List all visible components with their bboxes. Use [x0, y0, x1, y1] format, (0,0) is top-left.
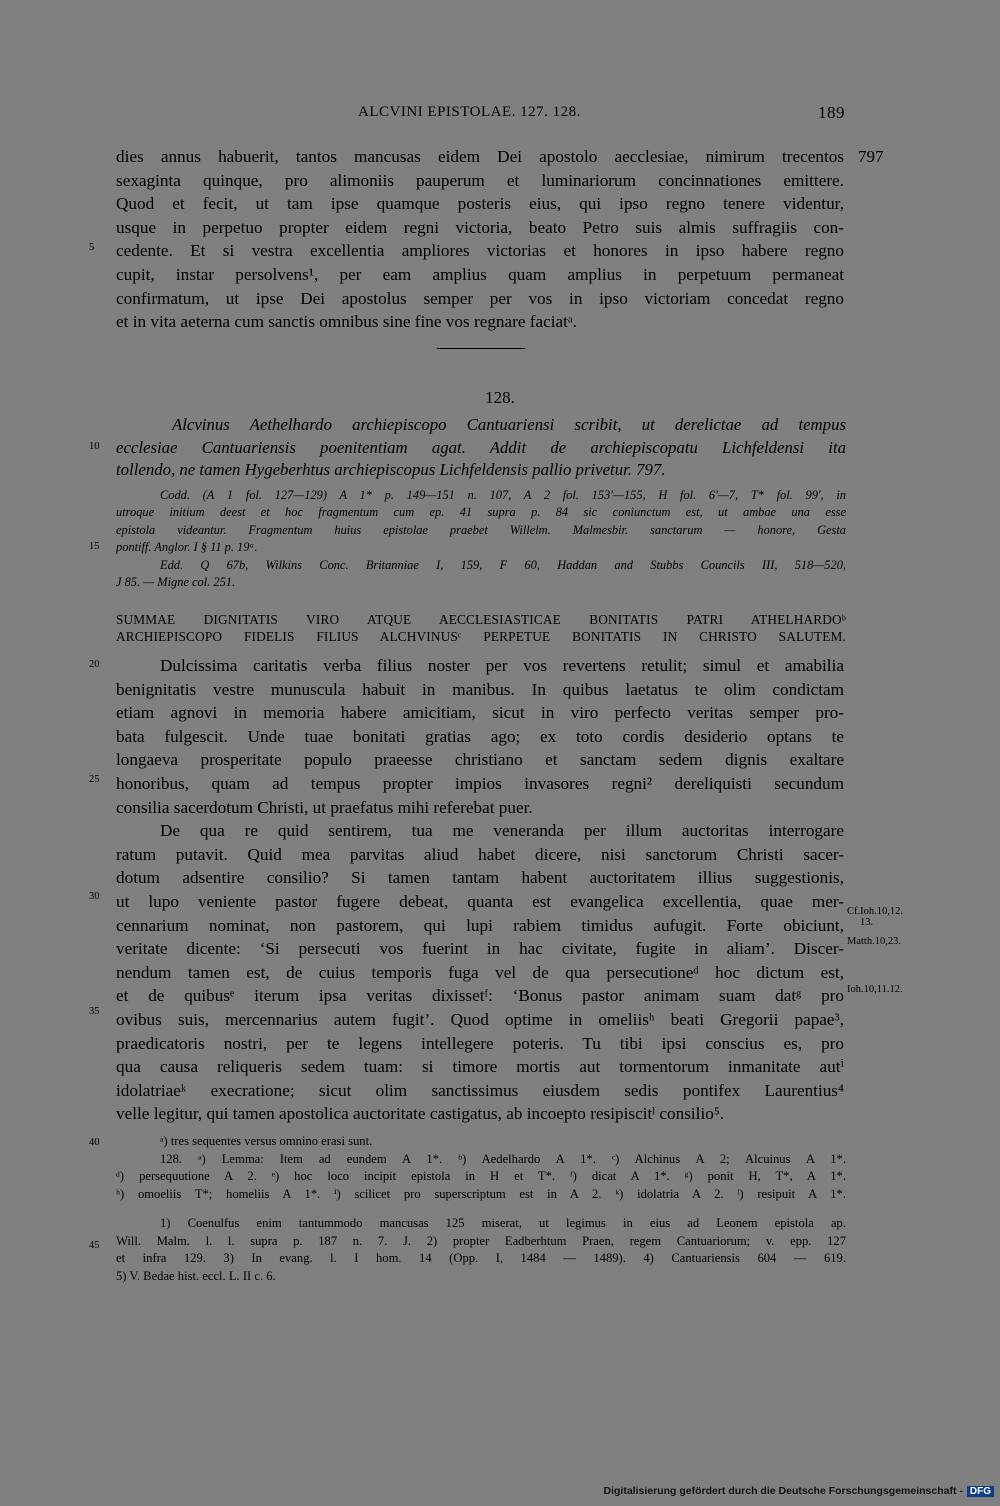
codd-line: epistola videantur. Fragmentum huius epistolae praebet Willelm. Malmesbir. sanctarum — honore, Gesta: [116, 522, 846, 537]
regest: [116, 414, 846, 482]
text-line: confirmatum, ut ipse Dei apostolus semper per vos in ipso victoriam concedat regno: [116, 288, 844, 308]
note-line: et infra 129. 3) In evang. l. I hom. 14 (Opp. I, 1484 — 1489). 4) Cantuariensis 604 — 619.: [116, 1251, 846, 1266]
body-line: praedicatoris nostri, per te legens intellegere poteris. Tu tibi ipsi conscius es, pro: [116, 1033, 844, 1053]
line-number: 10: [89, 441, 100, 452]
line-number: 35: [89, 1006, 100, 1017]
note-line: 1) Coenulfus enim tantummodo mancusas 125 miserat, ut legimus in eius ad Leonem epistola ap.: [160, 1216, 846, 1230]
line-number: 30: [89, 891, 100, 902]
note-line: Will. Malm. l. l. supra p. 187 n. 7. J. 2) propter Eadberhtum Praen, regem Cantuariorum; v. epp. 127: [116, 1233, 846, 1248]
body-line: De qua re quid sentirem, tua me veneranda per illum auctoritas interrogare: [160, 821, 844, 841]
body-line: longaeva prosperitate populo praeesse christiano et sanctam sedem dignis exaltare: [116, 750, 844, 770]
line-number: 40: [89, 1137, 100, 1148]
body-line: et de quibusᵉ iterum ipsa veritas dixissetᶠ: ‘Bonus pastor animam suam datᵍ pro: [116, 986, 844, 1006]
footnote-line: 128. ᵃ) Lemma: Item ad eundem A 1*. ᵇ) Aedelhardo A 1*. ᶜ) Alchinus A 2; Alcuinus A 1*.: [160, 1151, 846, 1166]
footer-text: Digitalisierung gefördert durch die Deutsche Forschungsgemeinschaft -: [603, 1485, 963, 1497]
salutation: [116, 611, 846, 646]
body-line: benignitatis vestre munuscula habuit in manibus. In quibus laetatus te olim condictam: [116, 679, 844, 699]
codices-note: [116, 487, 846, 591]
note-line: 5) V. Bedae hist. eccl. L. II c. 6.: [116, 1268, 276, 1283]
margin-reference: 13.: [860, 917, 874, 928]
footnote-line: ᵈ) persequutione A 2. ᵉ) hoc loco incipit epistola in H et T*. ᶠ) dicat A 1*. ᵍ) ponit H, T*, A 1*.: [116, 1169, 846, 1184]
body-line: ratum putavit. Quid mea parvitas aliud habet dicere, nisi sanctorum Christi sacer-: [116, 844, 844, 864]
body-line: idolatriaeᵏ execratione; sicut olim sanctissimus eiusdem sedis pontifex Laurentius⁴: [116, 1080, 844, 1100]
body-line: nendum tamen est, de cuius temporis fuga vel de qua persecutioneᵈ hoc dictum est,: [116, 962, 844, 982]
regest-line: ecclesiae Cantuariensis poenitentiam agat. Addit de archiepiscopatu Lichfeldensi ita: [116, 437, 846, 457]
line-number: 15: [89, 541, 100, 552]
codd-line: Codd. (A 1 fol. 127—129) A 1* p. 149—151 n. 107, A 2 fol. 153'—155, H fol. 6'—7, T* fol. 99', in: [160, 488, 846, 502]
body-line: ut lupo veniente pastor fugere debeat, quanta est evangelica excellentia, quae mer-: [116, 891, 844, 911]
text-line: Quod et fecit, ut tam ipse quamque posteris eius, qui ipso regno tenere videntur,: [116, 194, 844, 214]
dfg-logo: DFG: [967, 1486, 994, 1497]
codd-line: utroque initium deest et hoc fragmentum cum ep. 41 supra p. 84 sic coniunctum est, ut ambae una esse: [116, 505, 846, 520]
page-number: 189: [818, 103, 845, 122]
body-line: cennarium nominat, non pastorem, qui lupi rabiem timidus aufugit. Forte obiciunt,: [116, 915, 844, 935]
text-line: cedente. Et si vestra excellentia ampliores victorias et honores in ipso habere regno: [116, 241, 844, 261]
year-margin: 797: [858, 147, 884, 166]
letter-127-ending: [116, 145, 844, 334]
margin-reference: Cf.Ioh.10,12.: [847, 906, 903, 917]
text-line: usque in perpetuo propter eidem regni victoria, beato Petro suis almis suffragiis con-: [116, 217, 844, 237]
body-line: dotum adsentire consilio? Si tamen tantam habent auctoritatem illius suggestionis,: [116, 868, 844, 888]
body-line: bata fulgescit. Unde tuae bonitati gratias ago; ex toto cordis desiderio optans te: [116, 726, 844, 746]
regest-line: Alcvinus Aethelhardo archiepiscopo Cantuariensi scribit, ut derelictae ad tempus: [172, 415, 846, 434]
line-number: 45: [89, 1240, 100, 1251]
footnote-line: ʰ) omoeliis T*; homeliis A 1*. ⁱ) scilicet pro superscriptum est in A 2. ᵏ) idolatria A 2. ˡ) resipuit A 1*.: [116, 1186, 846, 1201]
body-line: ovibus suis, mercennarius autem fugit’. Quod optime in omeliisʰ beati Gregorii papae³,: [116, 1009, 844, 1029]
regest-line: tollendo, ne tamen Hygeberhtus archiepiscopus Lichfeldensis pallio privetur. 797.: [116, 460, 666, 479]
body-line: honoribus, quam ad tempus propter impios invasores regni² dereliquisti secundum: [116, 773, 844, 793]
line-number: 5: [89, 242, 95, 253]
letter-number: 128.: [485, 388, 515, 407]
body-line: etiam agnovi in memoria habere amicitiam, sicut in viro perfecto veritas semper pro-: [116, 703, 844, 723]
explanatory-notes: [116, 1215, 846, 1285]
salutation-line: ARCHIEPISCOPO FIDELIS FILIUS ALCHVINUSᶜ PERPETUE BONITATIS IN CHRISTO SALUTEM.: [116, 629, 846, 645]
body-line: consilia sacerdotum Christi, ut praefatus mihi referebat puer.: [116, 797, 533, 817]
footnote-line: ᵃ) tres sequentes versus omnino erasi sunt.: [160, 1134, 373, 1148]
letter-body: [116, 654, 844, 1126]
body-line: veritate dicente: ‘Si persecuti vos fuerint in hac civitate, fugite in aliam’. Discer-: [116, 939, 844, 959]
running-title: ALCVINI EPISTOLAE. 127. 128.: [358, 104, 581, 120]
text-line: sexaginta quinque, pro alimoniis pauperum et luminariorum concinnationes emittere.: [116, 170, 844, 190]
edd-line: Edd. Q 67b, Wilkins Conc. Britanniae I, 159, F 60, Haddan and Stubbs Councils III, 518—520,: [160, 557, 846, 572]
body-line: velle legitur, qui tamen apostolica auctoritate castigatus, ab incoepto resipiscitˡ consilio⁵.: [116, 1104, 725, 1124]
salutation-line: SUMMAE DIGNITATIS VIRO ATQUE AECCLESIASTICAE BONITATIS PATRI ATHELHARDOᵇ: [116, 612, 846, 627]
section-divider: [437, 348, 525, 349]
text-line: cupit, instar persolvens¹, per eam amplius quam amplius in perpetuum permaneat: [116, 264, 844, 284]
line-number: 20: [89, 659, 100, 670]
text-line: dies annus habuerit, tantos mancusas eidem Dei apostolo aecclesiae, nimirum trecentos: [116, 147, 844, 166]
critical-apparatus: [116, 1133, 846, 1203]
body-line: qua causa reliqueris sedem tuam: si timore mortis aut tormentorum inmanitate autⁱ: [116, 1057, 844, 1077]
body-line: Dulcissima caritatis verba filius noster per vos revertens retulit; simul et amabilia: [160, 656, 844, 675]
line-number: 25: [89, 774, 100, 785]
digitization-footer: [604, 1485, 995, 1497]
codd-line: pontiff. Anglor. I § 11 p. 19ᵃ.: [116, 540, 258, 555]
margin-reference: Ioh.10,11.12.: [847, 984, 903, 995]
margin-reference: Matth.10,23.: [847, 936, 901, 947]
edd-line: J 85. — Migne col. 251.: [116, 574, 236, 589]
text-line: et in vita aeterna cum sanctis omnibus sine fine vos regnare faciatᵃ.: [116, 312, 577, 332]
